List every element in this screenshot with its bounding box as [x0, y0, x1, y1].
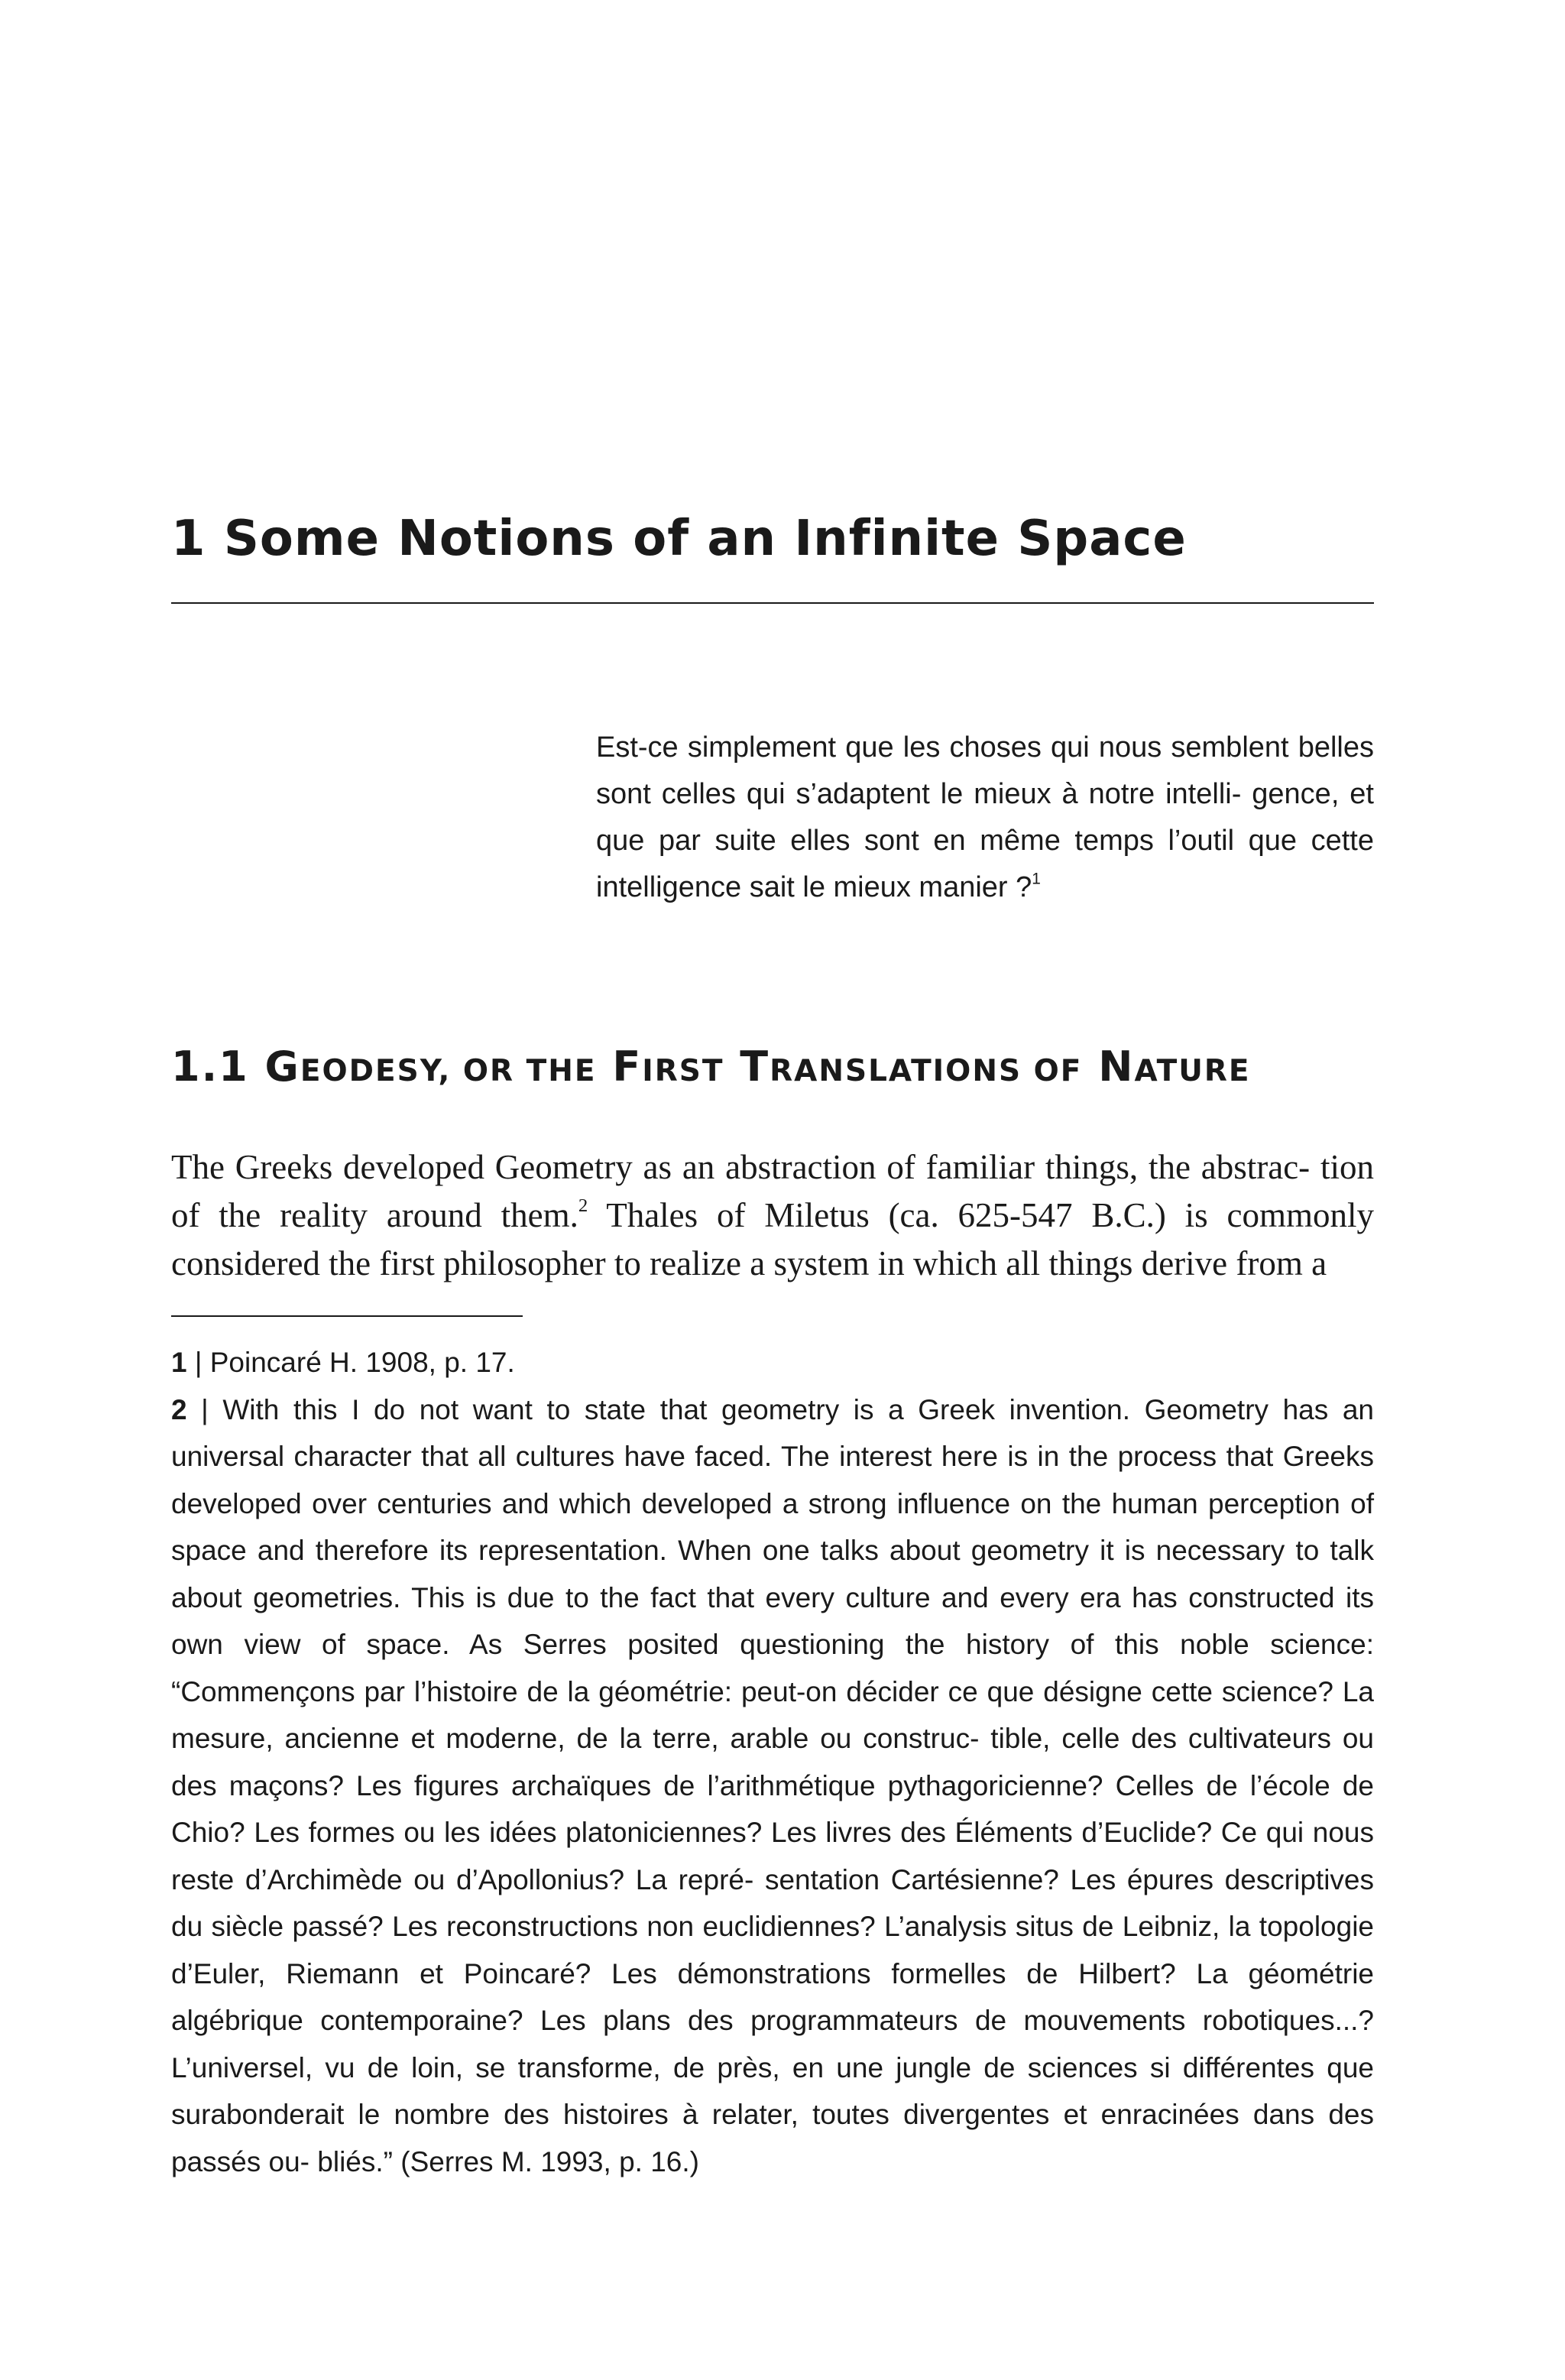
body-footnote-ref: 2	[578, 1195, 588, 1217]
section-title: GEODESY, OR THE FIRST TRANSLATIONS OF NATURE	[264, 1042, 1251, 1091]
footnote-separator: |	[186, 1393, 223, 1425]
footnote-text: Poincaré H. 1908, p. 17.	[209, 1347, 515, 1378]
body-paragraph	[171, 1143, 1374, 1288]
footnote-text: With this I do not want to state that geometry is a Greek invention. Geometry has an universal character that all cultures have faced. The interest here is in the process that Greeks developed over centuries and which developed a strong influence on the human perception of space and therefore its representation. When one talks about geometry it is necessary to talk about geometries. This is due to the fact that every culture and every era has constructed its own view of space. As Serres posited questioning the history of this noble science: “Commençons par l’histoire de la géométrie: peut-on décider ce que désigne cette science? La mesure, ancienne et moderne, de la terre, arable ou construc- tible, celle des cultivateurs ou des maçons? Les figures archaïques de l’arithmétique pythagoricienne? Celles de l’école de Chio? Les formes ou les idées platoniciennes? Les livres des Éléments d’Euclide? Ce qui nous reste d’Archimède ou d’Apollonius? La repré- sentation Cartésienne? Les épures descriptives du siècle passé? Les reconstructions non euclidiennes? L’analysis situs de Leibniz, la topologie d’Euler, Riemann et Poincaré? Les démonstrations formelles de Hilbert? La géométrie algébrique contemporaine? Les plans des programmateurs de mouvements robotiques...? L’universel, vu de loin, se transforme, de près, en une jungle de sciences si différentes que surabonderait le nombre des histoires à relater, toutes divergentes et enracinées dans des passés ou- bliés.” (Serres M. 1993, p. 16.)	[171, 1393, 1374, 2177]
section-heading	[171, 1042, 1251, 1091]
section-number: 1.1	[171, 1042, 249, 1091]
body-text-part2: Thales of Miletus (ca. 625-547 B.C.) is commonly considered the first philosopher to realize a system in which all things derive from a	[171, 1196, 1374, 1282]
epigraph-footnote-ref: 1	[1032, 870, 1041, 888]
footnote-rule	[171, 1315, 523, 1317]
chapter-title: 1 Some Notions of an Infinite Space	[171, 511, 1187, 567]
epigraph-text: Est-ce simplement que les choses qui nous semblent belles sont celles qui s’adaptent le mieux à notre intelli- gence, et que par suite elles sont en même temps l’outil que cette intelligence sait le mieux manier ?	[596, 731, 1374, 903]
footnote-1	[171, 1339, 1374, 1386]
footnotes	[171, 1339, 1374, 2185]
chapter-title-rule	[171, 602, 1374, 604]
footnote-separator: |	[186, 1347, 210, 1378]
epigraph-quote	[596, 725, 1374, 911]
body-text-part1: The Greeks developed Geometry as an abstraction of familiar things, the abstrac- tion of the reality around them.	[171, 1148, 1374, 1234]
footnote-number: 1	[171, 1347, 187, 1378]
footnote-2	[171, 1386, 1374, 2186]
footnote-number: 2	[171, 1393, 187, 1425]
